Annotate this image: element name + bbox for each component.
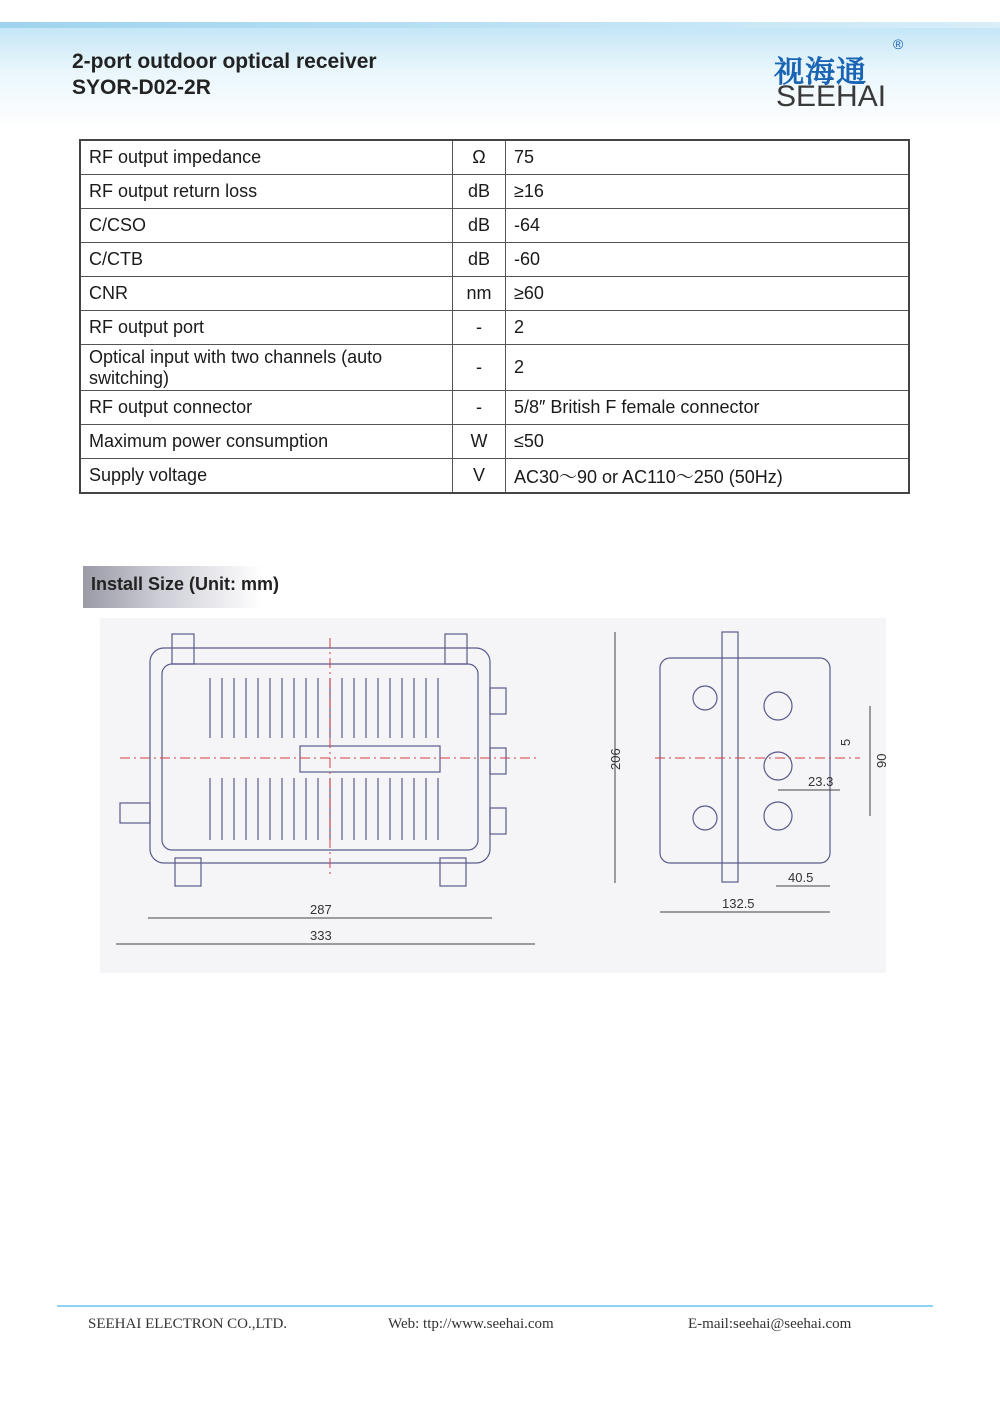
front-housing-inner bbox=[162, 664, 478, 850]
spec-value: 5/8″ British F female connector bbox=[506, 391, 910, 425]
footer-web: Web: ttp://www.seehai.com bbox=[388, 1316, 554, 1332]
spec-param: C/CTB bbox=[80, 243, 453, 277]
logo-chinese: 视海通 bbox=[774, 55, 867, 90]
header-band bbox=[0, 22, 1000, 28]
connector-right-2 bbox=[490, 748, 506, 774]
mount-ear-top-right bbox=[445, 634, 467, 664]
dim-label-40: 40.5 bbox=[788, 870, 814, 885]
heat-fins-bottom bbox=[210, 778, 438, 840]
table-row bbox=[80, 459, 909, 494]
spec-unit: dB bbox=[453, 209, 506, 243]
mount-ear-top-left bbox=[172, 634, 194, 664]
spec-unit: dB bbox=[453, 175, 506, 209]
spec-value: ≥60 bbox=[506, 277, 910, 311]
spec-value: 2 bbox=[506, 311, 910, 345]
dim-label-5: 5 bbox=[838, 738, 853, 746]
section-title: Install Size (Unit: mm) bbox=[91, 574, 280, 594]
table-row bbox=[80, 345, 909, 391]
logo-english: SEEHAI bbox=[776, 80, 887, 113]
dim-label-23: 23.3 bbox=[808, 774, 834, 789]
table-row bbox=[80, 243, 909, 277]
spec-table bbox=[79, 139, 910, 494]
footer-company: SEEHAI ELECTRON CO.,LTD. bbox=[88, 1316, 288, 1332]
connector-right-1 bbox=[490, 688, 506, 714]
mount-ear-bottom-left bbox=[175, 858, 201, 886]
install-drawing bbox=[100, 618, 889, 973]
dim-label-287: 287 bbox=[310, 902, 332, 917]
side-output-3 bbox=[764, 802, 792, 830]
table-row bbox=[80, 209, 909, 243]
product-title: 2-port outdoor optical receiver bbox=[72, 50, 377, 73]
spec-param: C/CSO bbox=[80, 209, 453, 243]
center-label-plate bbox=[300, 746, 440, 772]
spec-value: ≥16 bbox=[506, 175, 910, 209]
spec-unit: V bbox=[453, 459, 506, 494]
table-row bbox=[80, 140, 909, 175]
side-port-1 bbox=[693, 686, 717, 710]
spec-param: RF output port bbox=[80, 311, 453, 345]
footer-email: E-mail:seehai@seehai.com bbox=[688, 1316, 852, 1332]
spec-param: RF output connector bbox=[80, 391, 453, 425]
spec-value: -60 bbox=[506, 243, 910, 277]
side-flange bbox=[722, 632, 738, 882]
spec-value: 2 bbox=[506, 345, 910, 391]
spec-unit: W bbox=[453, 425, 506, 459]
connector-left bbox=[120, 803, 150, 823]
dim-label-333: 333 bbox=[310, 928, 332, 943]
table-row bbox=[80, 391, 909, 425]
dim-label-132: 132.5 bbox=[722, 896, 755, 911]
dimension-drawing-svg bbox=[100, 618, 889, 973]
spec-param: Supply voltage bbox=[80, 459, 453, 494]
mount-ear-bottom-right bbox=[440, 858, 466, 886]
connector-right-3 bbox=[490, 808, 506, 834]
side-housing-outline bbox=[660, 658, 830, 863]
heat-fins-top bbox=[210, 678, 438, 738]
spec-unit: - bbox=[453, 391, 506, 425]
spec-value: AC30～90 or AC110～250 (50Hz) bbox=[506, 459, 910, 494]
spec-unit: Ω bbox=[453, 140, 506, 175]
table-row bbox=[80, 277, 909, 311]
dim-label-206: 206 bbox=[608, 748, 623, 770]
footer-divider bbox=[57, 1305, 933, 1307]
spec-value: 75 bbox=[506, 140, 910, 175]
spec-param: Maximum power consumption bbox=[80, 425, 453, 459]
spec-param: CNR bbox=[80, 277, 453, 311]
side-port-2 bbox=[693, 806, 717, 830]
spec-param: Optical input with two channels (auto switching) bbox=[80, 345, 453, 391]
spec-param: RF output impedance bbox=[80, 140, 453, 175]
table-row bbox=[80, 425, 909, 459]
spec-unit: - bbox=[453, 311, 506, 345]
product-model: SYOR-D02-2R bbox=[72, 76, 211, 99]
spec-unit: - bbox=[453, 345, 506, 391]
side-output-2 bbox=[764, 752, 792, 780]
spec-value: ≤50 bbox=[506, 425, 910, 459]
spec-param: RF output return loss bbox=[80, 175, 453, 209]
table-row bbox=[80, 311, 909, 345]
spec-unit: dB bbox=[453, 243, 506, 277]
side-output-1 bbox=[764, 692, 792, 720]
front-housing-outline bbox=[150, 648, 490, 863]
table-row bbox=[80, 175, 909, 209]
spec-unit: nm bbox=[453, 277, 506, 311]
spec-value: -64 bbox=[506, 209, 910, 243]
registered-mark: ® bbox=[893, 36, 904, 52]
dim-label-90: 90 bbox=[874, 753, 889, 768]
